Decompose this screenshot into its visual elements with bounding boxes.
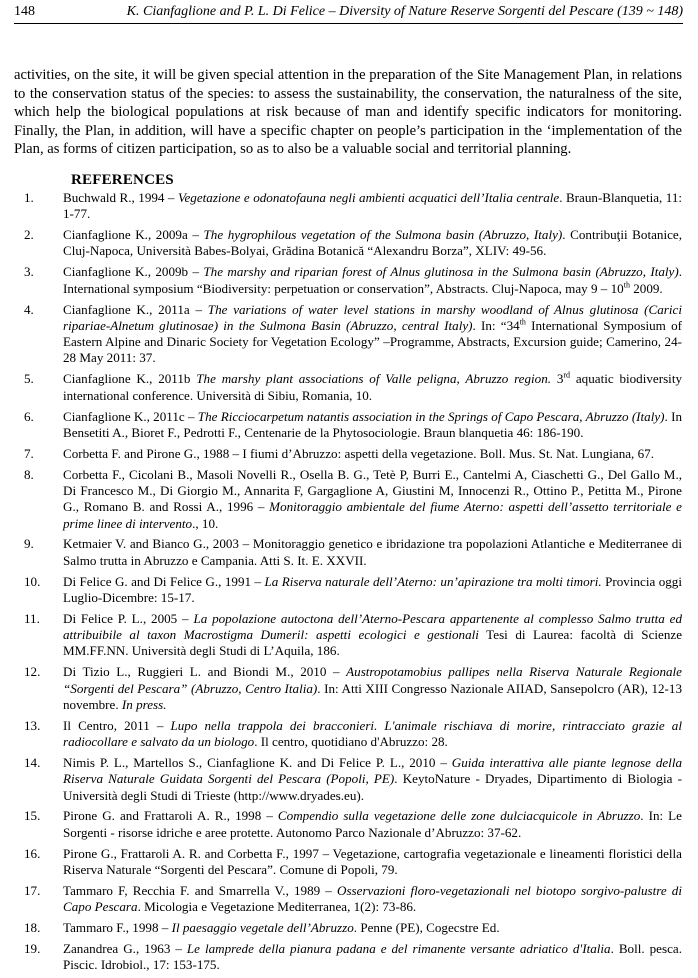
reference-title: La popolazione autoctona dell’Aterno-Pescara appartenente al complesso Salmo trutta ed attribuibile al taxon Macrostigma Dumeril: aspetti ecologici e gestionali xyxy=(63,610,682,643)
reference-text: Pirone G., Frattaroli A. R. and Corbetta F., 1997 – Vegetazione, cartografia vegetazionale e lineamenti floristici della Riserva Naturale “Sorgenti del Pescara”. Comune di Popoli, 79. xyxy=(63,845,682,877)
reference-item xyxy=(24,227,682,260)
reference-title: The marshy plant associations of Valle peligna, Abruzzo region. xyxy=(196,371,552,387)
reference-title: La Riserva naturale dell’Aterno: un’apirazione tra molti timori. xyxy=(264,573,602,589)
reference-text: Di Felice G. and Di Felice G., 1991 – xyxy=(63,573,265,589)
reference-text: Corbetta F. and Pirone G., 1988 – I fiumi d’Abruzzo: aspetti della vegetazione. Boll. Mus. St. Nat. Lungiana, 67. xyxy=(63,445,654,461)
reference-number: 17. xyxy=(24,882,41,898)
page-header xyxy=(14,3,683,23)
reference-superscript: rd xyxy=(563,370,571,380)
reference-number: 5. xyxy=(24,371,34,387)
reference-text: Cianfaglione K., 2011c – xyxy=(63,408,198,424)
reference-text-after: . In: “34 xyxy=(472,317,520,333)
reference-item xyxy=(24,846,682,879)
reference-item xyxy=(24,302,682,367)
reference-text-tail: 2009. xyxy=(629,280,663,296)
intro-paragraph: activities, on the site, it will be given special attention in the preparation of the Site Management Plan, in relations to the conservation status of the species: to assess the sustainability, the conservation, the naturalness of the site, which help the biological populations at risk because of man and identify specific indicators for monitoring. Finally, the Plan, in addition, will have a specific chapter on people’s participation in the ‘implementation of the Plan, as forms of citizen participation, so as to also be a valuable social and territorial planning. xyxy=(14,67,682,158)
reference-text-after: . Micologia e Vegetazione Mediterranea, 1(2): 73-86. xyxy=(137,899,417,915)
reference-text: Zanandrea G., 1963 – xyxy=(63,940,187,956)
reference-number: 19. xyxy=(24,940,41,956)
reference-text: Nimis P. L., Martellos S., Cianfaglione K. and Di Felice P. L., 2010 – xyxy=(63,754,452,770)
reference-title: Guida interattiva alle piante legnose della Riserva Naturale Guidata Sorgenti del Pescara (Popoli, PE) xyxy=(63,754,682,787)
reference-text: Cianfaglione K., 2009b – xyxy=(63,264,204,280)
reference-text: Cianfaglione K., 2009a – xyxy=(63,227,204,243)
reference-text: Cianfaglione K., 2011a – xyxy=(63,301,208,317)
reference-number: 13. xyxy=(24,717,41,733)
page-number: 148 xyxy=(14,4,35,19)
reference-text: Cianfaglione K., 2011b xyxy=(63,371,197,387)
reference-number: 10. xyxy=(24,573,41,589)
reference-title: Vegetazione e odonatofauna negli ambienti acquatici dell’Italia centrale xyxy=(177,190,560,205)
reference-item xyxy=(24,574,682,607)
reference-title: Compendio sulla vegetazione delle zone dulciacquicole in Abruzzo xyxy=(277,808,641,824)
reference-title: The marshy and riparian forest of Alnus glutinosa in the Sulmona basin (Abruzzo, Italy) xyxy=(203,264,679,280)
reference-text: Di Tizio L., Ruggieri L. and Biondi M., 2010 – xyxy=(63,664,347,680)
reference-number: 6. xyxy=(24,408,34,424)
reference-title: The variations of water level stations in marshy woodland of Alnus glutinosa (Carici ripariae-Alnetum glutinosae) in the Sulmona Basin (Abruzzo, central Italy) xyxy=(63,301,682,333)
reference-item xyxy=(24,611,682,660)
reference-item xyxy=(24,883,682,916)
reference-number: 12. xyxy=(24,664,41,680)
reference-text-after: . In: Le Sorgenti - risorse idriche e aree protette. Autonomo Parco Nazionale d’Abruzzo: 37-62. xyxy=(63,808,682,840)
reference-number: 16. xyxy=(24,845,41,861)
reference-item xyxy=(24,409,682,442)
reference-superscript: th xyxy=(519,317,526,327)
reference-item xyxy=(24,664,682,713)
reference-number: 15. xyxy=(24,808,41,824)
reference-text: Di Felice P. L., 2005 – xyxy=(63,610,194,626)
reference-title: Monitoraggio ambientale del fiume Aterno: aspetti dell’assetto territoriale e prime linee di intervento xyxy=(63,499,682,531)
reference-item xyxy=(24,941,682,974)
references-heading: REFERENCES xyxy=(71,172,174,188)
reference-text-after: Provincia oggi Luglio-Dicembre: 15-17. xyxy=(63,573,682,605)
reference-item xyxy=(24,371,682,404)
intro-section xyxy=(14,66,682,159)
reference-superscript: th xyxy=(623,280,630,290)
reference-text: Il Centro, 2011 – xyxy=(63,717,171,733)
reference-text-tail: International Symposium of Eastern Alpine and Dinaric Society for Vegetation Ecology” –Programme, Abstracts, Excursion guide; Camerino, 24-28 May 2011: 37. xyxy=(63,317,682,366)
reference-text-after: . Boll. pesca. Piscic. Idrobiol., 17: 153-175. xyxy=(63,940,682,973)
reference-number: 4. xyxy=(24,301,34,317)
reference-item xyxy=(24,536,682,569)
reference-text-after: . Penne (PE), Cogecstre Ed. xyxy=(353,919,500,935)
reference-number: 14. xyxy=(24,754,41,770)
reference-text-after: . KeytoNature - Dryades, Dipartimento di Biologia - Università degli Studi di Trieste (http://www.dryades.eu). xyxy=(63,771,682,803)
reference-text-after: 3 xyxy=(551,371,564,387)
reference-item xyxy=(24,446,682,462)
reference-text: Buchwald R., 1994 – xyxy=(63,190,178,205)
reference-number: 3. xyxy=(24,264,34,280)
reference-title: The Ricciocarpetum natantis association in the Springs of Capo Pescara, Abruzzo (Italy) xyxy=(197,408,665,424)
reference-number: 9. xyxy=(24,536,34,552)
reference-text-after: . In: Atti XIII Congresso Nazionale AIIAD, Sansepolcro (AR), 12-13 novembre. xyxy=(63,680,682,712)
reference-item xyxy=(24,190,682,223)
reference-number: 7. xyxy=(24,445,34,461)
reference-text-after: Tesi di Laurea: facoltà di Scienze MM.FF.NN. Università degli Studi di L’Aquila, 186. xyxy=(63,627,682,659)
reference-number: 1. xyxy=(24,190,34,205)
reference-number: 11. xyxy=(24,610,40,626)
reference-text-tail: aquatic biodiversity international conference. Università di Sibiu, Romania, 10. xyxy=(63,371,683,403)
reference-text-after: ., 10. xyxy=(192,515,219,531)
reference-title: Il paesaggio vegetale dell’Abruzzo xyxy=(171,919,354,935)
reference-number: 2. xyxy=(24,227,34,243)
reference-number: 8. xyxy=(24,466,34,482)
reference-text: Ketmaier V. and Bianco G., 2003 – Monitoraggio genetico e ibridazione tra popolazioni Atlantiche e Mediterranee di Salmo trutta in Abruzzo e Campania. Atti S. It. E. XXVII. xyxy=(63,536,682,568)
reference-text-after: . International symposium “Biodiversity: perpetuation or conservation”, Abstracts. Cluj-Napoca, may 9 – 10 xyxy=(63,264,682,296)
reference-text: Tammaro F, Recchia F. and Smarrella V., 1989 – xyxy=(63,882,337,898)
reference-text-after: . In Bensetiti A., Bioret F., Pedrotti F., Centenarie de la Phytosociologie. Braun blanquetia 46: 186-190. xyxy=(63,408,682,440)
reference-title: Lupo nella trappola dei bracconieri. L'animale rischiava di morire, rintracciato grazie al radiocollare e salvato da un biologo xyxy=(63,717,682,750)
reference-item xyxy=(24,808,682,841)
reference-item xyxy=(24,467,682,532)
reference-title: Austropotamobius pallipes nella Riserva Naturale Regionale “Sorgenti del Pescara” (Abruzzo, Centro Italia) xyxy=(63,664,682,696)
reference-text-after: . Braun-Blanquetia, 11: 1-77. xyxy=(63,190,683,222)
reference-text-after: . Il centro, quotidiano d'Abruzzo: 28. xyxy=(254,734,448,750)
reference-item xyxy=(24,755,682,804)
reference-title: Le lamprede della pianura padana e del rimanente versante adriatico d'Italia xyxy=(186,940,611,956)
reference-text: Tammaro F., 1998 – xyxy=(63,919,172,935)
reference-number: 18. xyxy=(24,919,41,935)
references-list xyxy=(24,190,682,978)
reference-text-after: . Contribuţii Botanice, Cluj-Napoca, Università Babes-Bolyai, Grădina Botanică “Alexandru Borza”, XLIV: 49-56. xyxy=(63,227,682,259)
header-rule xyxy=(14,23,683,24)
reference-text: Pirone G. and Frattaroli A. R., 1998 – xyxy=(63,808,278,824)
reference-title: The hygrophilous vegetation of the Sulmona basin (Abruzzo, Italy) xyxy=(203,227,563,243)
running-title: K. Cianfaglione and P. L. Di Felice – Diversity of Nature Reserve Sorgenti del Pescare (139 ~ 148) xyxy=(126,4,683,19)
reference-title: Osservazioni floro-vegetazionali nel biotopo sorgivo-palustre di Capo Pescara xyxy=(63,882,682,915)
reference-item xyxy=(24,718,682,751)
reference-item xyxy=(24,264,682,297)
reference-text: Corbetta F., Cicolani B., Masoli Novelli R., Osella B. G., Tetè P, Burri E., Cantelmi A, Ciaschetti G., Del Gallo M., Di Francesco M., Di Giorgio M., Annarita F, Gargaglione A, Giustini M, Innocenzi R., Ottino P., Petitta M., Pirone G., Romano B. and Rossi A., 1996 – xyxy=(63,466,682,515)
reference-item xyxy=(24,920,682,936)
reference-italic-note: In press. xyxy=(121,696,167,712)
